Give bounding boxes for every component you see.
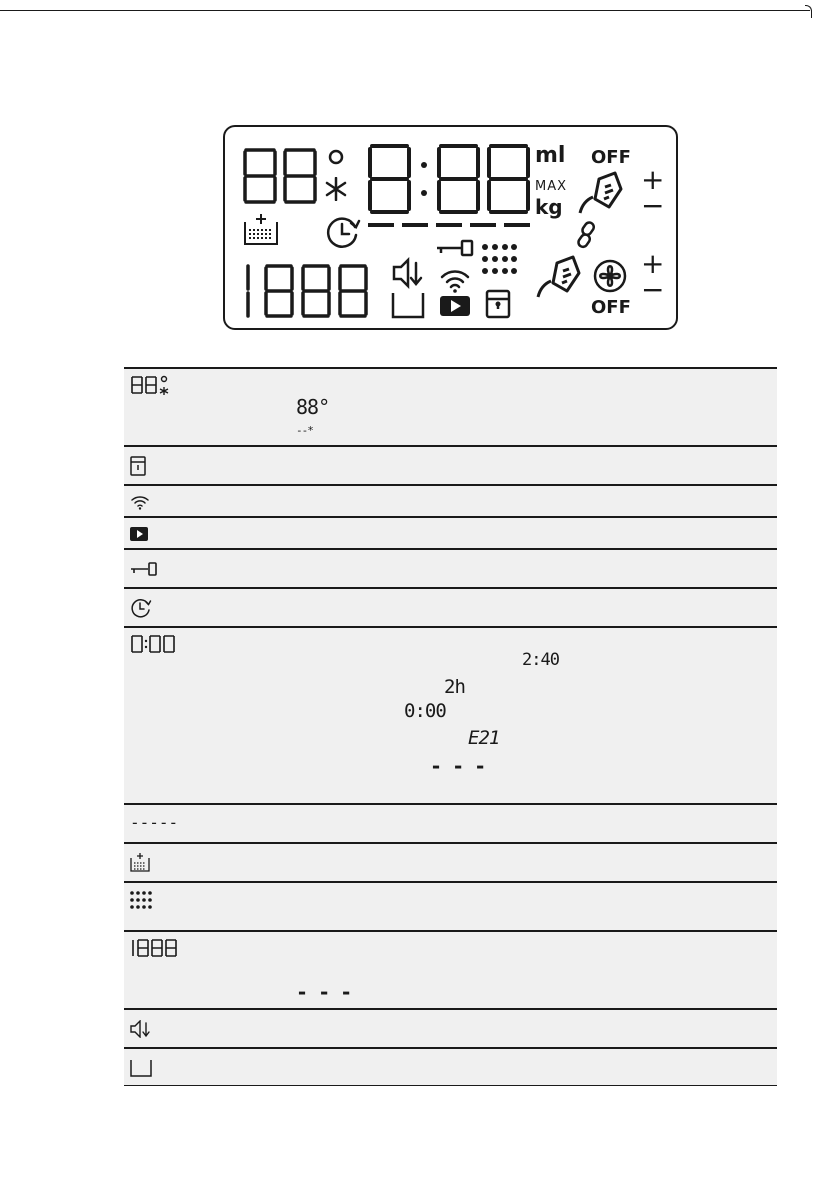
- child-lock-key-icon: [435, 239, 475, 257]
- unit-max-label: MAX: [535, 179, 568, 194]
- no-spin-tub-icon: [391, 291, 425, 319]
- phase-dashes-icon: [366, 220, 531, 230]
- extra-rinse-icon: [130, 852, 150, 872]
- time-sample-hours: 2h: [444, 676, 465, 698]
- soil-level-dots-icon: [130, 891, 152, 909]
- softener-flower-icon: [593, 259, 627, 293]
- unit-kg-label: kg: [535, 195, 563, 219]
- unit-ml-label: ml: [535, 143, 566, 168]
- time-display-icon: [130, 634, 178, 654]
- display-panel: [223, 125, 678, 330]
- wifi-icon: [130, 494, 150, 510]
- legend-row-spin-speed: [124, 930, 777, 1008]
- time-sample-zero: 0:00: [404, 700, 446, 722]
- softener-plus-label[interactable]: +: [641, 247, 665, 280]
- legend-row-child-lock: [124, 548, 777, 587]
- delay-start-clock-icon: [325, 215, 361, 249]
- legend-row-rinse-hold: [124, 1008, 777, 1047]
- degree-icon: [328, 149, 344, 165]
- remote-start-icon: [439, 295, 471, 317]
- temperature-digits-icon: [242, 147, 322, 205]
- door-lock-icon: [130, 456, 146, 476]
- softener-dosing-icon: [535, 255, 585, 299]
- soil-level-dots-icon: [481, 243, 517, 275]
- legend-row-phase-dashes: [124, 803, 777, 842]
- wifi-icon: [439, 267, 471, 293]
- spin-speed-display-icon: [130, 938, 182, 958]
- phase-dashes-icon: -----: [130, 813, 179, 832]
- legend-row-door-lock: [124, 445, 777, 484]
- extra-rinse-icon: [243, 212, 279, 246]
- temperature-sample-2: --*: [296, 424, 313, 437]
- legend-row-extra-rinse: [124, 842, 777, 881]
- rinse-hold-icon: [130, 1020, 152, 1038]
- detergent-minus-label[interactable]: −: [641, 189, 665, 222]
- spin-digits-icon: [239, 263, 384, 319]
- softener-minus-label[interactable]: −: [641, 273, 665, 306]
- spin-sample-dashes: - - -: [296, 980, 352, 1004]
- link-chain-icon: [575, 220, 599, 250]
- detergent-off-label: OFF: [591, 147, 631, 168]
- legend-row-delay-start: [124, 587, 777, 626]
- temperature-display-icon: [130, 375, 176, 399]
- remote-start-icon: [130, 527, 148, 541]
- delay-start-clock-icon: [130, 598, 152, 618]
- time-sample-remaining: 2:40: [522, 650, 559, 670]
- detergent-plus-label[interactable]: +: [641, 163, 665, 196]
- main-time-digits-icon: [367, 143, 532, 217]
- legend-row-remote-start: [124, 516, 777, 548]
- door-lock-icon: [485, 289, 511, 319]
- cold-wash-asterisk-icon: [325, 177, 347, 201]
- legend-row-no-spin: [124, 1047, 777, 1086]
- temperature-sample-1: 88°: [296, 395, 330, 419]
- page-header-rule: [0, 10, 810, 11]
- softener-off-label: OFF: [591, 297, 631, 318]
- no-spin-tub-icon: [130, 1059, 152, 1077]
- rinse-hold-icon: [391, 257, 425, 289]
- legend-row-wifi: [124, 484, 777, 516]
- time-sample-error: E21: [468, 727, 500, 749]
- legend-row-time-display: [124, 626, 777, 803]
- child-lock-key-icon: [130, 562, 158, 576]
- detergent-dosing-icon: [577, 171, 627, 215]
- legend-row-temperature: [124, 367, 777, 445]
- time-sample-dashes: - - -: [430, 754, 486, 778]
- legend-row-soil-level: [124, 881, 777, 930]
- display-legend-table: [124, 367, 777, 1086]
